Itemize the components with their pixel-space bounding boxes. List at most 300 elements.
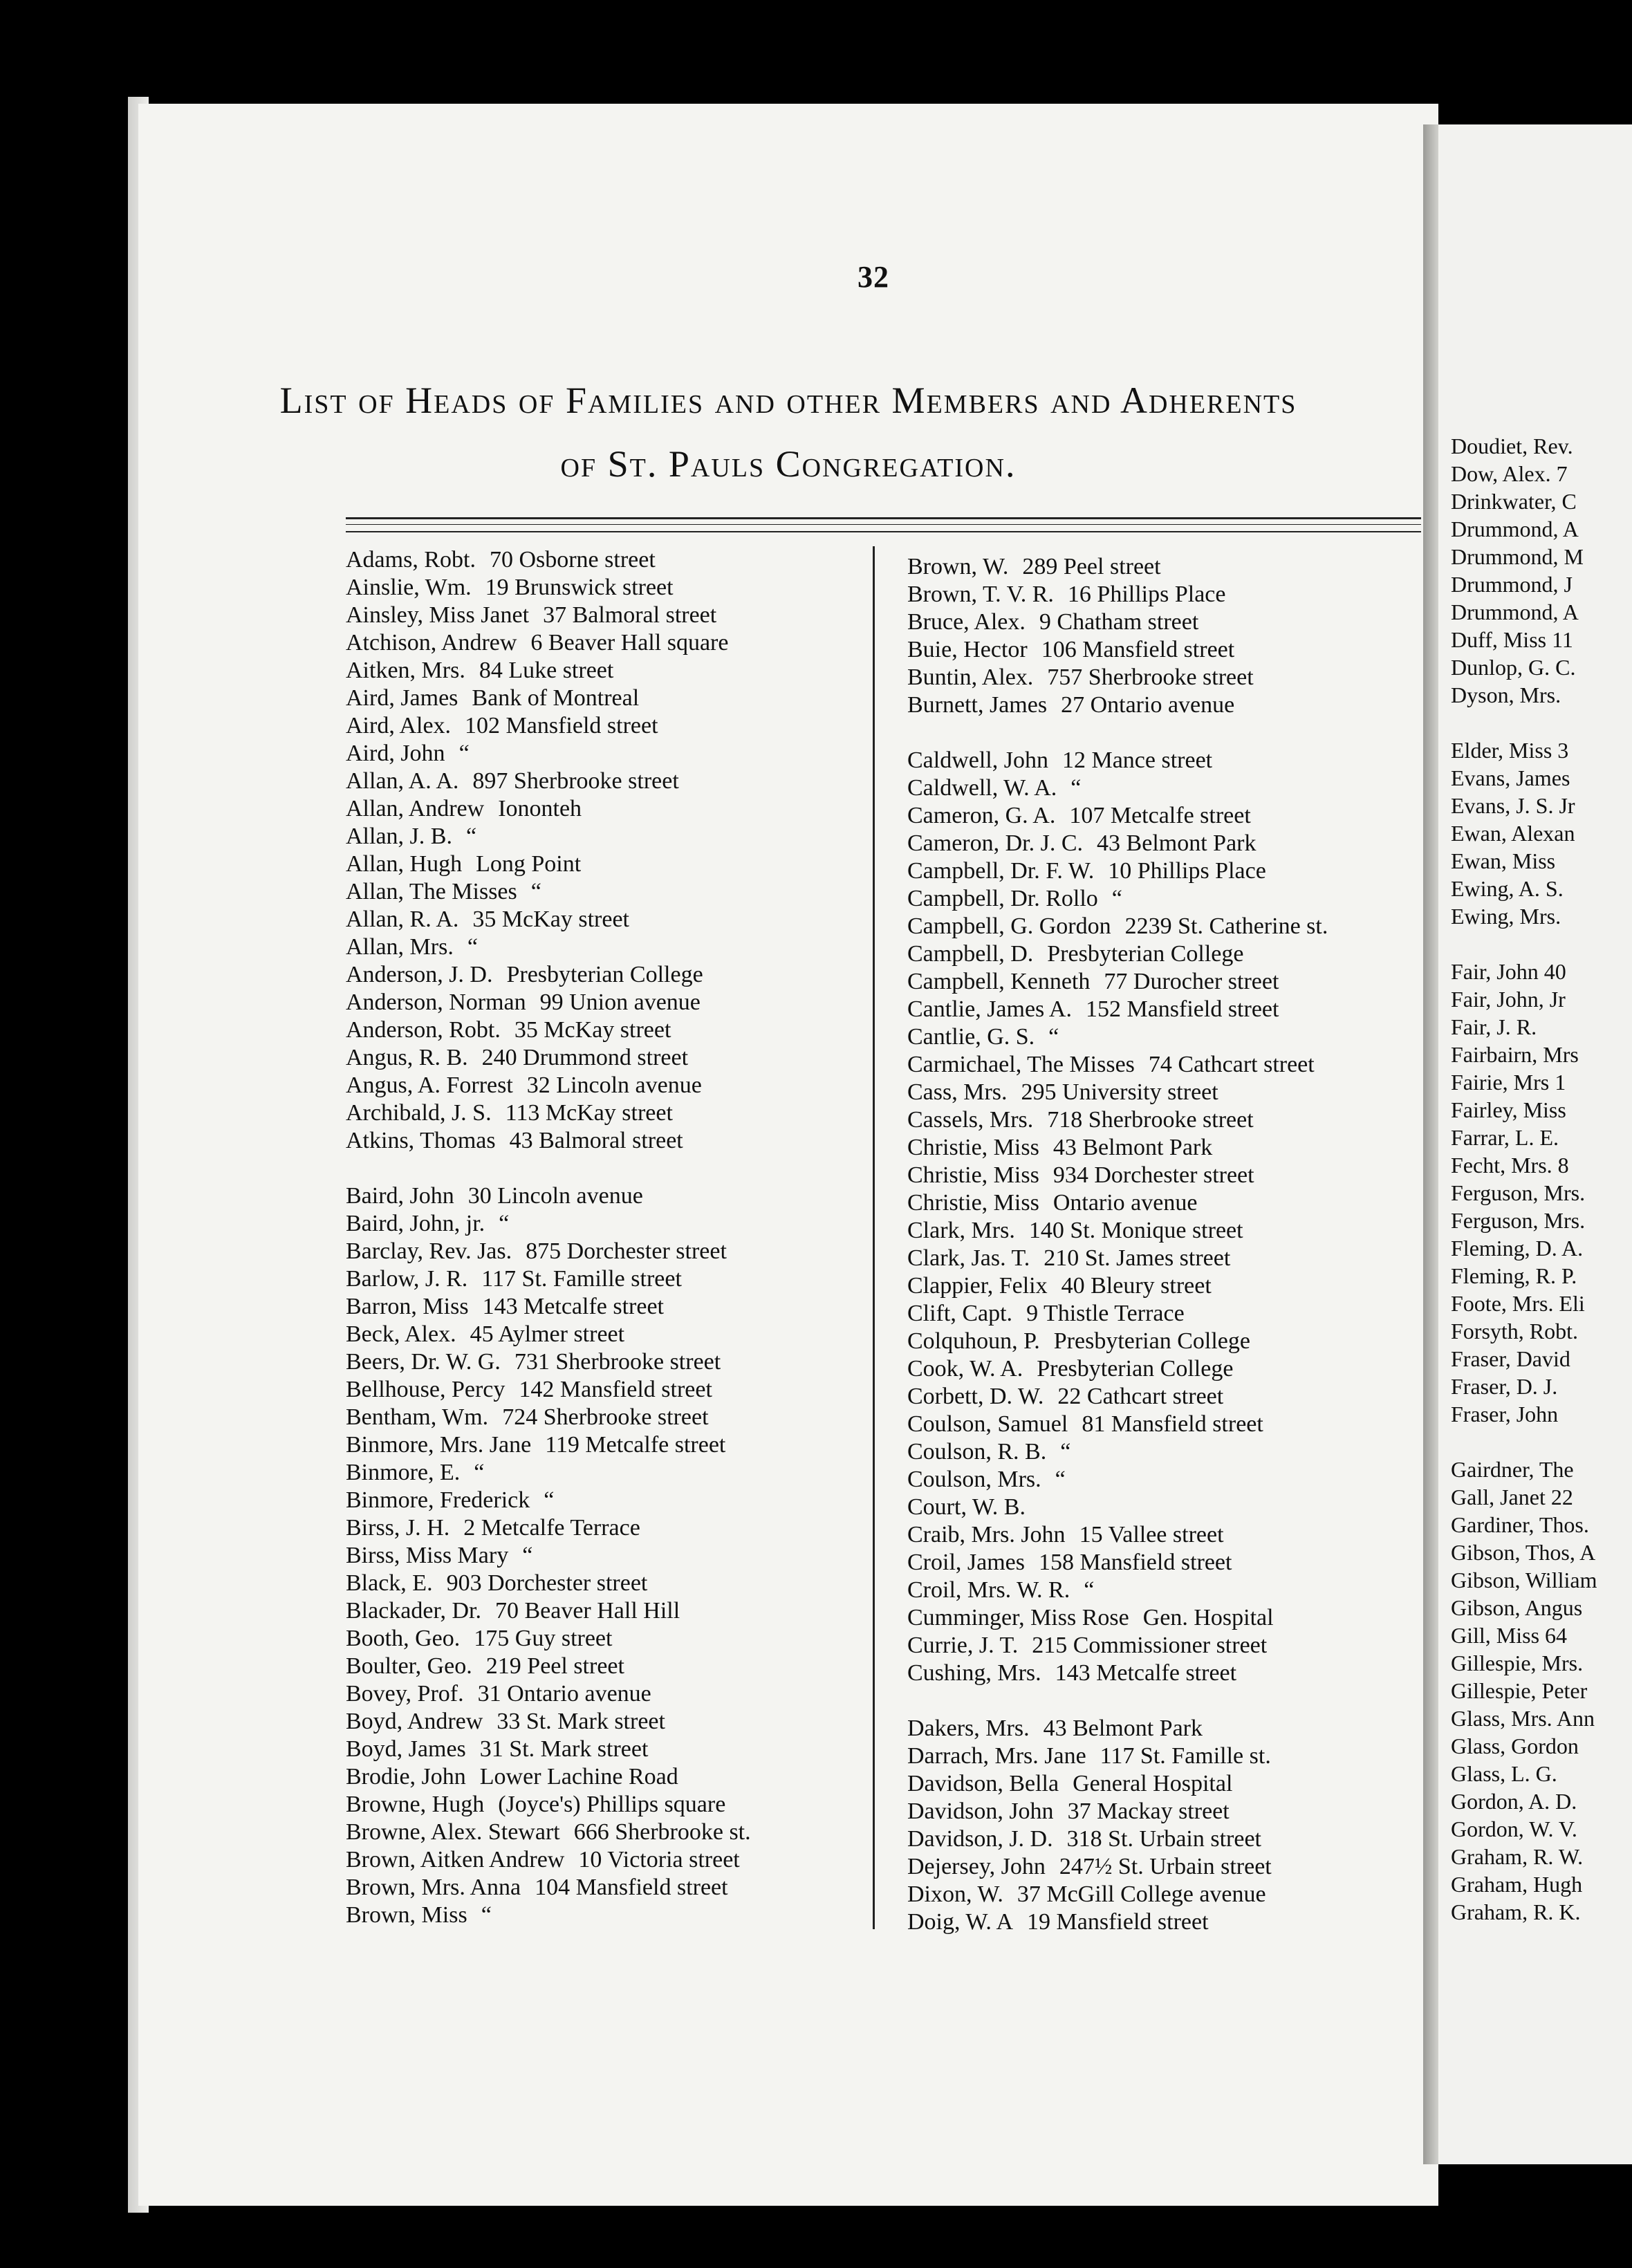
entry-name: Cushing, Mrs. (907, 1660, 1041, 1686)
entry-name: Aitken, Mrs. (346, 658, 465, 683)
directory-column-right (907, 553, 1433, 1936)
facing-page-entry: Gill, Miss 64 (1451, 1623, 1568, 1648)
facing-page-entry: Gall, Janet 22 (1451, 1485, 1573, 1509)
entry-name: Atchison, Andrew (346, 630, 517, 656)
entry-name: Binmore, Frederick (346, 1487, 530, 1513)
page-title: List of Heads of Families and other Members and Adherents (279, 380, 1297, 421)
entry-address: 35 McKay street (472, 907, 630, 932)
entry-name: Davidson, Bella (907, 1771, 1059, 1796)
entry-name: Beck, Alex. (346, 1321, 456, 1347)
facing-page-entry: Ewan, Alexan (1451, 821, 1575, 846)
entry-address: 22 Cathcart street (1057, 1384, 1224, 1409)
facing-page-entry: Ewing, Mrs. (1451, 904, 1561, 929)
directory-entry (346, 1127, 871, 1155)
directory-entry (907, 1798, 1433, 1825)
entry-name: Allan, Hugh (346, 851, 463, 877)
facing-page-entry: Drummond, A (1451, 599, 1579, 624)
entry-address: “ (1084, 1577, 1095, 1603)
entry-address: 295 University street (1021, 1079, 1218, 1105)
directory-entry (346, 740, 871, 768)
entry-name: Campbell, Kenneth (907, 969, 1091, 994)
entry-address: 903 Dorchester street (446, 1570, 648, 1596)
entry-name: Ainsley, Miss Janet (346, 602, 530, 628)
directory-entry (346, 1099, 871, 1127)
facing-page-entry: Gillespie, Peter (1451, 1678, 1588, 1703)
directory-entry (907, 553, 1433, 581)
entry-address: Gen. Hospital (1142, 1605, 1274, 1630)
directory-entry (346, 1570, 871, 1597)
entry-name: Clift, Capt. (907, 1301, 1013, 1326)
directory-entry (907, 1881, 1433, 1908)
facing-page-entry: Drummond, A (1451, 517, 1579, 541)
directory-entry (346, 1016, 871, 1044)
entry-address: 117 St. Famille street (481, 1266, 682, 1292)
entry-address: 30 Lincoln avenue (467, 1183, 643, 1209)
entry-name: Clark, Mrs. (907, 1218, 1015, 1243)
entry-address: 113 McKay street (505, 1100, 673, 1126)
entry-address: 43 Belmont Park (1097, 830, 1257, 856)
directory-entry (907, 1604, 1433, 1632)
directory-entry (907, 1328, 1433, 1355)
facing-page-entry: Evans, James (1451, 765, 1570, 790)
directory-entry (346, 1597, 871, 1625)
facing-page-entry: Dunlop, G. C. (1451, 655, 1576, 680)
directory-entry (907, 913, 1433, 940)
entry-address: 99 Union avenue (539, 989, 701, 1015)
facing-page-entry: Fairbairn, Mrs (1451, 1042, 1579, 1067)
directory-entry (346, 546, 871, 574)
facing-page-entry: Gibson, William (1451, 1568, 1597, 1592)
entry-address: 33 St. Mark street (497, 1709, 665, 1734)
directory-entry (346, 878, 871, 906)
entry-name: Blackader, Dr. (346, 1598, 481, 1624)
directory-entry (346, 1321, 871, 1348)
entry-address: General Hospital (1073, 1771, 1233, 1796)
directory-entry (346, 1404, 871, 1431)
directory-entry (907, 664, 1433, 691)
entry-name: Aird, James (346, 685, 458, 711)
entry-address: Presbyterian College (1047, 941, 1244, 967)
entry-name: Atkins, Thomas (346, 1128, 496, 1153)
directory-entry (346, 1072, 871, 1099)
facing-page-column (1451, 432, 1632, 1926)
entry-name: Bruce, Alex. (907, 609, 1026, 635)
entry-name: Barlow, J. R. (346, 1266, 468, 1292)
directory-entry (346, 1791, 871, 1819)
entry-address: 37 McGill College avenue (1017, 1881, 1266, 1907)
directory-entry (346, 989, 871, 1016)
entry-address: “ (1111, 886, 1122, 911)
directory-entry (346, 1680, 871, 1708)
entry-name: Dakers, Mrs. (907, 1716, 1030, 1741)
entry-name: Colquhoun, P. (907, 1328, 1040, 1354)
facing-page-entry: Glass, Gordon (1451, 1733, 1579, 1758)
entry-name: Buntin, Alex. (907, 664, 1034, 690)
facing-page-entry: Drummond, J (1451, 572, 1573, 597)
entry-name: Clappier, Felix (907, 1273, 1048, 1299)
entry-name: Brown, Aitken Andrew (346, 1847, 565, 1872)
facing-page-entry: Drummond, M (1451, 544, 1584, 569)
entry-address: “ (522, 1543, 533, 1568)
entry-address: 897 Sherbrooke street (472, 768, 679, 794)
entry-address: 210 St. James street (1044, 1245, 1231, 1271)
entry-address: 40 Bleury street (1061, 1273, 1212, 1299)
facing-page-entry: Graham, Hugh (1451, 1872, 1583, 1897)
section-gap (1451, 1428, 1632, 1456)
entry-name: Court, W. B. (907, 1494, 1026, 1520)
entry-name: Allan, Mrs. (346, 934, 454, 960)
entry-address: 19 Brunswick street (485, 575, 674, 600)
facing-page-entry: Dow, Alex. 7 (1451, 461, 1568, 486)
entry-name: Caldwell, John (907, 747, 1048, 773)
facing-page-entry: Fair, John, Jr (1451, 987, 1566, 1012)
entry-address: 140 St. Monique street (1028, 1218, 1243, 1243)
entry-address: 43 Balmoral street (509, 1128, 683, 1153)
facing-page-entry: Farrar, L. E. (1451, 1125, 1559, 1150)
entry-name: Coulson, Mrs. (907, 1467, 1041, 1492)
entry-address: “ (1055, 1467, 1066, 1492)
entry-name: Croil, Mrs. W. R. (907, 1577, 1070, 1603)
section-gap (346, 1155, 871, 1182)
directory-entry (907, 1577, 1433, 1604)
directory-entry (907, 830, 1433, 857)
entry-name: Christie, Miss (907, 1135, 1039, 1160)
directory-entry (346, 574, 871, 602)
entry-name: Booth, Geo. (346, 1626, 461, 1651)
entry-name: Boyd, Andrew (346, 1709, 483, 1734)
entry-name: Beers, Dr. W. G. (346, 1349, 501, 1375)
directory-entry (907, 1106, 1433, 1134)
entry-address: 84 Luke street (479, 658, 614, 683)
entry-address: “ (467, 934, 478, 960)
entry-name: Coulson, Samuel (907, 1411, 1068, 1437)
entry-name: Brown, Mrs. Anna (346, 1875, 521, 1900)
entry-address: 318 St. Urbain street (1066, 1826, 1262, 1852)
entry-address: Presbyterian College (1053, 1328, 1250, 1354)
facing-page-entry: Fraser, David (1451, 1346, 1570, 1371)
directory-entry (907, 1660, 1433, 1687)
section-gap (907, 719, 1433, 747)
directory-entry (346, 1044, 871, 1072)
entry-address: 247½ St. Urbain street (1059, 1854, 1272, 1879)
directory-entry (907, 1355, 1433, 1383)
entry-address: 102 Mansfield street (465, 713, 658, 738)
entry-name: Campbell, Dr. Rollo (907, 886, 1098, 911)
directory-entry (346, 1902, 871, 1929)
directory-entry (346, 1182, 871, 1210)
facing-page-entry: Gardiner, Thos. (1451, 1512, 1589, 1537)
directory-entry (907, 1051, 1433, 1079)
directory-entry (346, 1819, 871, 1846)
entry-address: 143 Metcalfe street (1055, 1660, 1237, 1686)
entry-name: Binmore, Mrs. Jane (346, 1432, 532, 1458)
entry-name: Allan, The Misses (346, 879, 517, 904)
entry-name: Anderson, Norman (346, 989, 526, 1015)
facing-page-entry: Gordon, A. D. (1451, 1789, 1577, 1814)
directory-entry (346, 1459, 871, 1487)
facing-page-entry: Foote, Mrs. Eli (1451, 1291, 1585, 1316)
entry-name: Aird, John (346, 741, 445, 766)
entry-address: 724 Sherbrooke street (502, 1404, 709, 1430)
entry-name: Brodie, John (346, 1764, 466, 1790)
directory-entry (346, 823, 871, 850)
directory-entry (346, 1708, 871, 1736)
entry-name: Barclay, Rev. Jas. (346, 1238, 512, 1264)
directory-entry (346, 1376, 871, 1404)
entry-address: Long Point (476, 851, 582, 877)
entry-name: Craib, Mrs. John (907, 1522, 1066, 1547)
facing-page-entry: Forsyth, Robt. (1451, 1319, 1579, 1344)
entry-name: Aird, Alex. (346, 713, 452, 738)
facing-page-entry: Gillespie, Mrs. (1451, 1651, 1584, 1675)
directory-entry (907, 1770, 1433, 1798)
facing-page-entry: Doudiet, Rev. (1451, 434, 1573, 458)
entry-name: Campbell, D. (907, 941, 1034, 967)
facing-page-entry: Gairdner, The (1451, 1457, 1574, 1482)
directory-entry (346, 629, 871, 657)
entry-address: 10 Victoria street (578, 1847, 740, 1872)
directory-entry (346, 1265, 871, 1293)
entry-address: “ (544, 1487, 555, 1513)
facing-page-entry: Fraser, D. J. (1451, 1374, 1558, 1399)
entry-name: Boyd, James (346, 1736, 466, 1762)
directory-entry (907, 996, 1433, 1023)
section-gap (1451, 709, 1632, 736)
directory-entry (346, 657, 871, 685)
entry-name: Currie, J. T. (907, 1633, 1019, 1658)
entry-name: Davidson, John (907, 1798, 1054, 1824)
entry-address: 43 Belmont Park (1053, 1135, 1213, 1160)
entry-address: 143 Metcalfe street (482, 1294, 664, 1319)
directory-entry (907, 1189, 1433, 1217)
entry-address: 35 McKay street (514, 1017, 671, 1043)
directory-entry (907, 1825, 1433, 1853)
entry-name: Angus, R. B. (346, 1045, 468, 1070)
entry-address: 70 Beaver Hall Hill (494, 1598, 680, 1624)
entry-name: Anderson, Robt. (346, 1017, 501, 1043)
entry-address: 70 Osborne street (489, 547, 656, 573)
facing-page-entry: Gordon, W. V. (1451, 1816, 1577, 1841)
directory-column-left (346, 546, 871, 1929)
directory-entry (907, 857, 1433, 885)
directory-entry (346, 1763, 871, 1791)
entry-address: 289 Peel street (1022, 554, 1161, 579)
entry-name: Bellhouse, Percy (346, 1377, 506, 1402)
entry-address: 27 Ontario avenue (1061, 692, 1235, 718)
directory-entry (346, 906, 871, 933)
entry-address: (Joyce's) Phillips square (498, 1792, 726, 1817)
directory-entry (907, 1853, 1433, 1881)
entry-name: Baird, John, jr. (346, 1211, 485, 1236)
entry-name: Boulter, Geo. (346, 1653, 472, 1679)
directory-entry (346, 1514, 871, 1542)
entry-name: Allan, J. B. (346, 824, 452, 849)
facing-page-entry: Fair, John 40 (1451, 959, 1566, 984)
entry-name: Allan, Andrew (346, 796, 485, 821)
entry-address: 45 Aylmer street (470, 1321, 625, 1347)
header-rule (346, 531, 1421, 532)
column-divider (873, 546, 875, 1929)
entry-name: Croil, James (907, 1550, 1025, 1575)
entry-name: Caldwell, W. A. (907, 775, 1057, 801)
directory-entry (346, 1653, 871, 1680)
directory-entry (907, 1438, 1433, 1466)
entry-address: 117 St. Famille st. (1100, 1743, 1271, 1769)
directory-entry (907, 691, 1433, 719)
entry-address: 107 Metcalfe street (1069, 803, 1251, 828)
directory-entry (346, 685, 871, 712)
facing-page-entry: Fleming, R. P. (1451, 1263, 1577, 1288)
entry-name: Cameron, Dr. J. C. (907, 830, 1084, 856)
facing-page-entry: Gibson, Thos, A (1451, 1540, 1596, 1565)
header-rule (346, 517, 1421, 519)
entry-address: “ (1048, 1024, 1059, 1050)
entry-name: Brown, W. (907, 554, 1009, 579)
entry-name: Brown, Miss (346, 1902, 467, 1928)
directory-entry (346, 961, 871, 989)
entry-name: Corbett, D. W. (907, 1384, 1044, 1409)
entry-address: 152 Mansfield street (1085, 996, 1279, 1022)
entry-address: 12 Mance street (1061, 747, 1213, 773)
entry-name: Davidson, J. D. (907, 1826, 1053, 1852)
directory-entry (346, 1542, 871, 1570)
facing-page-entry: Graham, R. K. (1451, 1899, 1581, 1924)
entry-address: 77 Durocher street (1104, 969, 1279, 994)
entry-name: Cantlie, G. S. (907, 1024, 1035, 1050)
entry-address: 666 Sherbrooke st. (573, 1819, 751, 1845)
directory-entry (907, 968, 1433, 996)
directory-entry (346, 1874, 871, 1902)
entry-address: Bank of Montreal (472, 685, 640, 711)
entry-name: Buie, Hector (907, 637, 1028, 662)
page-subtitle: of St. Pauls Congregation. (560, 443, 1017, 485)
facing-page-entry: Gibson, Angus (1451, 1595, 1583, 1620)
directory-entry (907, 581, 1433, 608)
entry-address: 104 Mansfield street (535, 1875, 728, 1900)
entry-address: 15 Vallee street (1079, 1522, 1224, 1547)
directory-entry (346, 1210, 871, 1238)
directory-entry (907, 1272, 1433, 1300)
directory-entry (346, 712, 871, 740)
entry-address: 16 Phillips Place (1067, 582, 1226, 607)
entry-name: Clark, Jas. T. (907, 1245, 1030, 1271)
entry-name: Cumminger, Miss Rose (907, 1605, 1129, 1630)
facing-page-entry: Fairie, Mrs 1 (1451, 1070, 1566, 1095)
entry-name: Allan, A. A. (346, 768, 459, 794)
entry-name: Cantlie, James A. (907, 996, 1072, 1022)
entry-name: Archibald, J. S. (346, 1100, 492, 1126)
entry-name: Doig, W. A (907, 1909, 1014, 1935)
entry-name: Ainslie, Wm. (346, 575, 472, 600)
entry-address: 31 Ontario avenue (477, 1681, 651, 1707)
entry-address: 19 Mansfield street (1027, 1909, 1209, 1935)
entry-name: Darrach, Mrs. Jane (907, 1743, 1086, 1769)
entry-name: Adams, Robt. (346, 547, 476, 573)
facing-page-entry: Drinkwater, C (1451, 489, 1577, 514)
entry-address: Presbyterian College (506, 962, 703, 987)
directory-entry (346, 602, 871, 629)
facing-page-entry: Evans, J. S. Jr (1451, 793, 1575, 818)
facing-page-entry: Fraser, John (1451, 1402, 1559, 1426)
entry-name: Burnett, James (907, 692, 1048, 718)
header-rule (346, 524, 1421, 525)
entry-name: Angus, A. Forrest (346, 1072, 513, 1098)
directory-entry (907, 1245, 1433, 1272)
page-number: 32 (857, 260, 889, 294)
facing-page-entry: Ferguson, Mrs. (1451, 1208, 1586, 1233)
directory-entry (907, 774, 1433, 802)
entry-address: “ (481, 1902, 492, 1928)
entry-name: Baird, John (346, 1183, 454, 1209)
entry-address: 757 Sherbrooke street (1047, 664, 1254, 690)
facing-page-entry: Glass, Mrs. Ann (1451, 1706, 1595, 1731)
directory-entry (346, 1293, 871, 1321)
directory-entry (907, 1549, 1433, 1577)
entry-name: Barron, Miss (346, 1294, 469, 1319)
entry-name: Cassels, Mrs. (907, 1107, 1034, 1133)
entry-name: Bovey, Prof. (346, 1681, 464, 1707)
entry-address: 142 Mansfield street (519, 1377, 712, 1402)
entry-address: 37 Mackay street (1067, 1798, 1230, 1824)
directory-entry (907, 885, 1433, 913)
directory-entry (346, 768, 871, 795)
entry-address: 32 Lincoln avenue (526, 1072, 702, 1098)
entry-address: “ (499, 1211, 510, 1236)
entry-name: Birss, Miss Mary (346, 1543, 509, 1568)
entry-address: 9 Thistle Terrace (1026, 1301, 1185, 1326)
entry-address: “ (458, 741, 470, 766)
entry-name: Cameron, G. A. (907, 803, 1056, 828)
directory-entry (907, 1411, 1433, 1438)
entry-name: Birss, J. H. (346, 1515, 450, 1541)
directory-entry (346, 1348, 871, 1376)
facing-page-entry: Ewan, Miss (1451, 848, 1556, 873)
directory-entry (346, 1736, 871, 1763)
facing-page-entry: Fecht, Mrs. 8 (1451, 1153, 1569, 1178)
facing-page-entry: Ewing, A. S. (1451, 876, 1564, 901)
entry-address: Iononteh (498, 796, 582, 821)
directory-entry (907, 1466, 1433, 1494)
directory-entry (346, 1487, 871, 1514)
entry-name: Christie, Miss (907, 1162, 1039, 1188)
section-gap (1451, 930, 1632, 958)
directory-entry (346, 850, 871, 878)
directory-entry (346, 795, 871, 823)
facing-page-entry: Elder, Miss 3 (1451, 738, 1569, 763)
entry-name: Brown, T. V. R. (907, 582, 1054, 607)
entry-name: Bentham, Wm. (346, 1404, 489, 1430)
entry-address: “ (1060, 1439, 1071, 1465)
directory-entry (907, 1023, 1433, 1051)
entry-address: 219 Peel street (485, 1653, 624, 1679)
directory-entry (907, 1632, 1433, 1660)
entry-address: 215 Commissioner street (1032, 1633, 1268, 1658)
entry-address: 2 Metcalfe Terrace (463, 1515, 640, 1541)
entry-name: Browne, Hugh (346, 1792, 485, 1817)
facing-page-entry: Fleming, D. A. (1451, 1236, 1584, 1261)
directory-entry (907, 636, 1433, 664)
entry-address: “ (465, 824, 477, 849)
facing-page-entry: Dyson, Mrs. (1451, 682, 1561, 707)
facing-page-entry: Duff, Miss 11 (1451, 627, 1573, 652)
entry-name: Coulson, R. B. (907, 1439, 1047, 1465)
facing-page-entry: Fairley, Miss (1451, 1097, 1566, 1122)
entry-address: “ (530, 879, 541, 904)
entry-name: Campbell, G. Gordon (907, 913, 1111, 939)
directory-entry (907, 1715, 1433, 1742)
entry-name: Carmichael, The Misses (907, 1052, 1135, 1077)
entry-name: Cass, Mrs. (907, 1079, 1008, 1105)
